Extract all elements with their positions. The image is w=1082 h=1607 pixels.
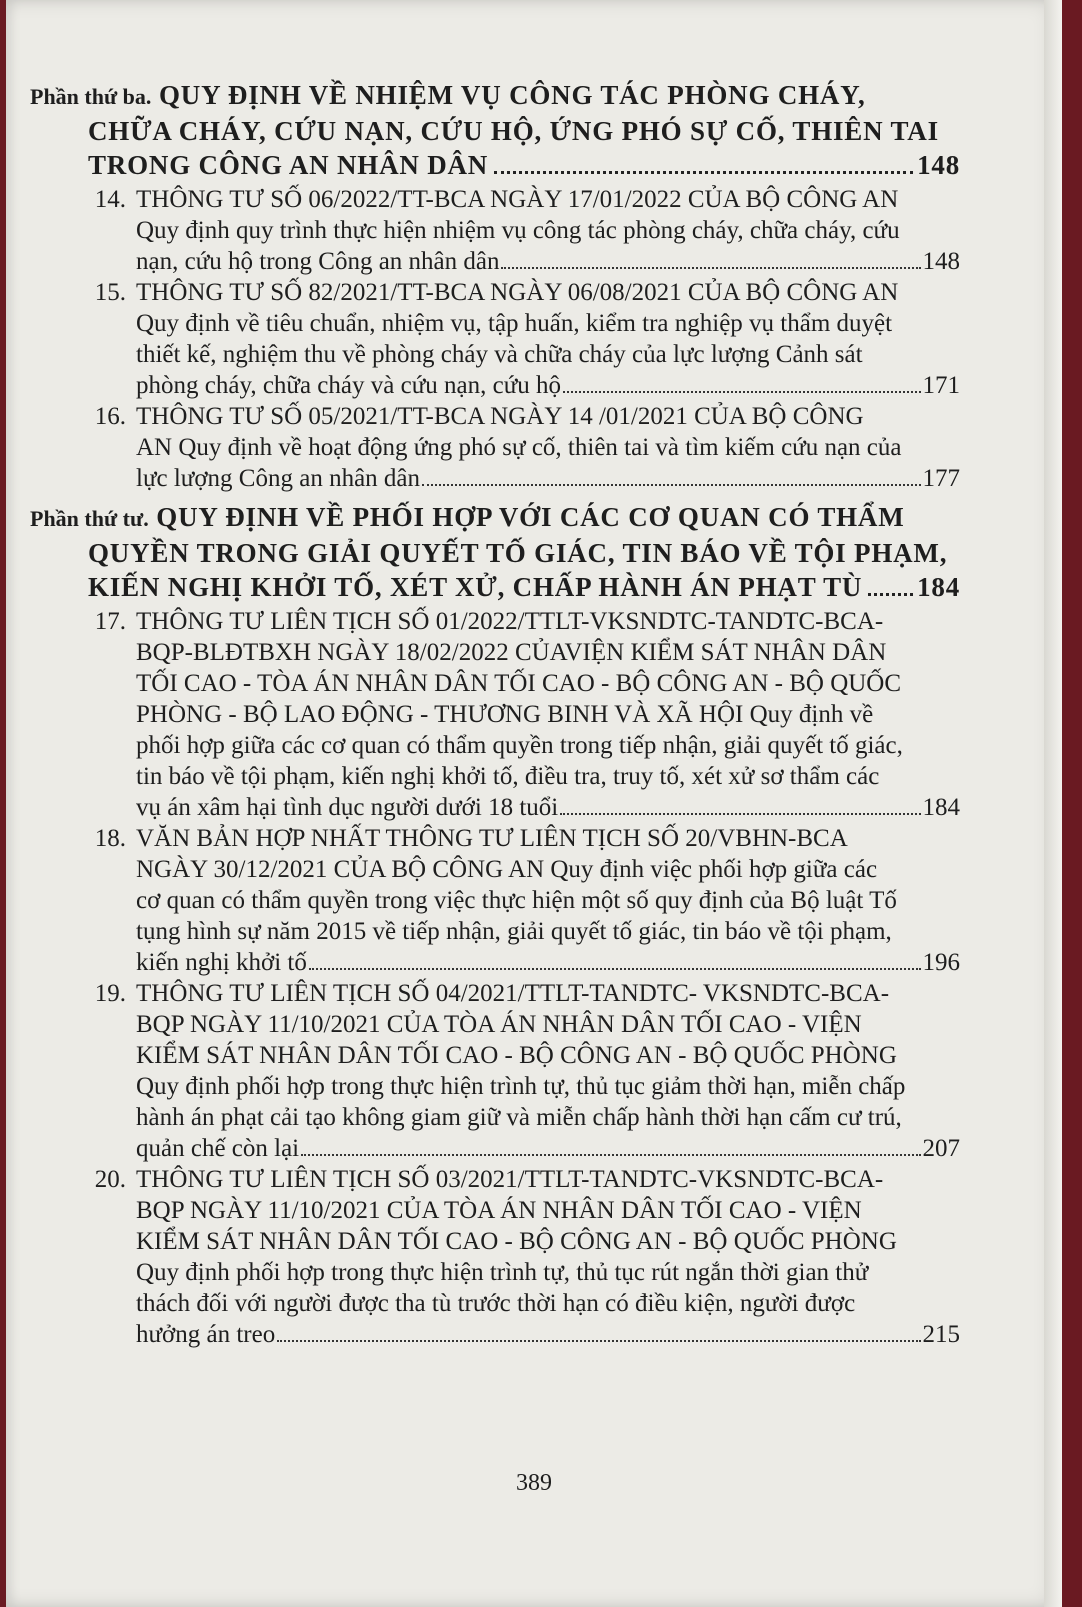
toc-entry[interactable] (30, 1164, 960, 1350)
part-label: Phần thứ ba. (30, 84, 152, 109)
toc-entry[interactable] (30, 823, 960, 978)
part-title-line: QUY ĐỊNH VỀ NHIỆM VỤ CÔNG TÁC PHÒNG CHÁY, (158, 80, 866, 110)
toc-entry[interactable] (30, 978, 960, 1164)
entry-line: KIỂM SÁT NHÂN DÂN TỐI CAO - BỘ CÔNG AN - BỘ QUỐC PHÒNG (136, 1042, 897, 1069)
page-edge (1044, 0, 1062, 1607)
entry-line: AN Quy định về hoạt động ứng phó sự cố, thiên tai và tìm kiếm cứu nạn của (136, 434, 902, 461)
entry-line: TỐI CAO - TÒA ÁN NHÂN DÂN TỐI CAO - BỘ CÔNG AN - BỘ QUỐC (136, 670, 902, 697)
entry-line: THÔNG TƯ LIÊN TỊCH SỐ 04/2021/TTLT-TANDTC- VKSNDTC-BCA- (136, 980, 890, 1007)
entry-line: nạn, cứu hộ trong Công an nhân dân (136, 248, 500, 275)
table-of-contents (30, 78, 960, 1350)
part-heading-4 (30, 500, 960, 604)
toc-entry[interactable] (30, 606, 960, 823)
book-page (6, 0, 1062, 1607)
entry-line: hành án phạt cải tạo không giam giữ và miễn chấp hành thời hạn cấm cư trú, (136, 1104, 902, 1131)
entry-line: phối hợp giữa các cơ quan có thẩm quyền trong tiếp nhận, giải quyết tố giác, (136, 732, 903, 759)
entry-number: 20. (94, 1166, 126, 1193)
entry-line: tụng hình sự năm 2015 về tiếp nhận, giải quyết tố giác, tin báo về tội phạm, (136, 918, 892, 945)
page-reference: 207 (922, 1135, 960, 1162)
entry-line: THÔNG TƯ SỐ 82/2021/TT-BCA NGÀY 06/08/2021 CỦA BỘ CÔNG AN (136, 279, 899, 306)
entry-line: THÔNG TƯ LIÊN TỊCH SỐ 01/2022/TTLT-VKSNDTC-TANDTC-BCA- (136, 608, 884, 635)
page-reference: 171 (922, 372, 960, 399)
part-title-line: QUY ĐỊNH VỀ PHỐI HỢP VỚI CÁC CƠ QUAN CÓ THẨM (156, 502, 905, 532)
entry-line: cơ quan có thẩm quyền trong việc thực hiện một số quy định của Bộ luật Tố (136, 887, 897, 914)
leader-dots (301, 1154, 920, 1156)
page-reference: 177 (922, 465, 960, 492)
entry-line: BQP-BLĐTBXH NGÀY 18/02/2022 CỦAVIỆN KIỂM SÁT NHÂN DÂN (136, 639, 887, 666)
leader-dots (309, 968, 921, 970)
leader-dots (501, 267, 920, 269)
entry-line: Quy định phối hợp trong thực hiện trình tự, thủ tục giảm thời hạn, miễn chấp (136, 1073, 906, 1100)
entry-line: quản chế còn lại (136, 1135, 300, 1162)
page-reference: 148 (922, 248, 960, 275)
entry-line: PHÒNG - BỘ LAO ĐỘNG - THƯƠNG BINH VÀ XÃ HỘI Quy định về (136, 701, 874, 728)
entry-line: thiết kế, nghiệm thu về phòng cháy và chữa cháy của lực lượng Cảnh sát (136, 341, 863, 368)
entry-number: 19. (94, 980, 126, 1007)
entry-line: lực lượng Công an nhân dân (136, 465, 421, 492)
entry-line: VĂN BẢN HỢP NHẤT THÔNG TƯ LIÊN TỊCH SỐ 20/VBHN-BCA (136, 825, 848, 852)
page-reference: 215 (922, 1321, 960, 1348)
entry-line: tin báo về tội phạm, kiến nghị khởi tố, điều tra, truy tố, xét xử sơ thẩm các (136, 763, 880, 790)
leader-dots (277, 1340, 920, 1342)
leader-dots (422, 484, 920, 486)
entry-number: 17. (94, 608, 126, 635)
entry-line: Quy định phối hợp trong thực hiện trình tự, thủ tục rút ngắn thời gian thử (136, 1259, 869, 1286)
entry-line: BQP NGÀY 11/10/2021 CỦA TÒA ÁN NHÂN DÂN TỐI CAO - VIỆN (136, 1011, 862, 1038)
entry-number: 15. (94, 279, 126, 306)
part-heading-3 (30, 78, 960, 182)
part-title-line: QUYỀN TRONG GIẢI QUYẾT TỐ GIÁC, TIN BÁO VỀ TỘI PHẠM, (88, 538, 948, 568)
entry-number: 14. (94, 186, 126, 213)
entry-line: thách đối với người được tha tù trước thời hạn có điều kiện, người được (136, 1290, 856, 1317)
entry-line: THÔNG TƯ SỐ 05/2021/TT-BCA NGÀY 14 /01/2021 CỦA BỘ CÔNG (136, 403, 864, 430)
leader-dots (560, 813, 920, 815)
part-label: Phần thứ tư. (30, 506, 149, 531)
entry-line: kiến nghị khởi tố (136, 949, 307, 976)
page-number: 389 (516, 1470, 552, 1496)
entry-line: KIỂM SÁT NHÂN DÂN TỐI CAO - BỘ CÔNG AN - BỘ QUỐC PHÒNG (136, 1228, 897, 1255)
entry-line: Quy định quy trình thực hiện nhiệm vụ công tác phòng cháy, chữa cháy, cứu (136, 217, 900, 244)
leader-dots (494, 171, 913, 174)
entry-line: THÔNG TƯ LIÊN TỊCH SỐ 03/2021/TTLT-TANDTC-VKSNDTC-BCA- (136, 1166, 884, 1193)
entry-line: Quy định về tiêu chuẩn, nhiệm vụ, tập huấn, kiểm tra nghiệp vụ thẩm duyệt (136, 310, 893, 337)
entry-line: vụ án xâm hại tình dục người dưới 18 tuổi (136, 794, 559, 821)
page-reference: 184 (922, 794, 960, 821)
entry-number: 18. (94, 825, 126, 852)
entry-line: NGÀY 30/12/2021 CỦA BỘ CÔNG AN Quy định việc phối hợp giữa các (136, 856, 878, 883)
entry-line: BQP NGÀY 11/10/2021 CỦA TÒA ÁN NHÂN DÂN TỐI CAO - VIỆN (136, 1197, 862, 1224)
entry-line: hưởng án treo (136, 1321, 276, 1348)
toc-entry[interactable] (30, 401, 960, 494)
leader-dots (563, 391, 921, 393)
page-reference: 196 (922, 949, 960, 976)
page-reference: 148 (917, 150, 960, 180)
part-title-line: CHỮA CHÁY, CỨU NẠN, CỨU HỘ, ỨNG PHÓ SỰ CỐ, THIÊN TAI (88, 116, 939, 146)
toc-entry[interactable] (30, 184, 960, 277)
leader-dots (868, 593, 913, 596)
part-title-line: TRONG CÔNG AN NHÂN DÂN (88, 150, 489, 180)
toc-entry[interactable] (30, 277, 960, 401)
entry-line: THÔNG TƯ SỐ 06/2022/TT-BCA NGÀY 17/01/2022 CỦA BỘ CÔNG AN (136, 186, 899, 213)
entry-number: 16. (94, 403, 126, 430)
part-title-line: KIẾN NGHỊ KHỞI TỐ, XÉT XỬ, CHẤP HÀNH ÁN PHẠT TÙ (88, 572, 863, 602)
entry-line: phòng cháy, chữa cháy và cứu nạn, cứu hộ (136, 372, 561, 399)
page-reference: 184 (917, 572, 960, 602)
